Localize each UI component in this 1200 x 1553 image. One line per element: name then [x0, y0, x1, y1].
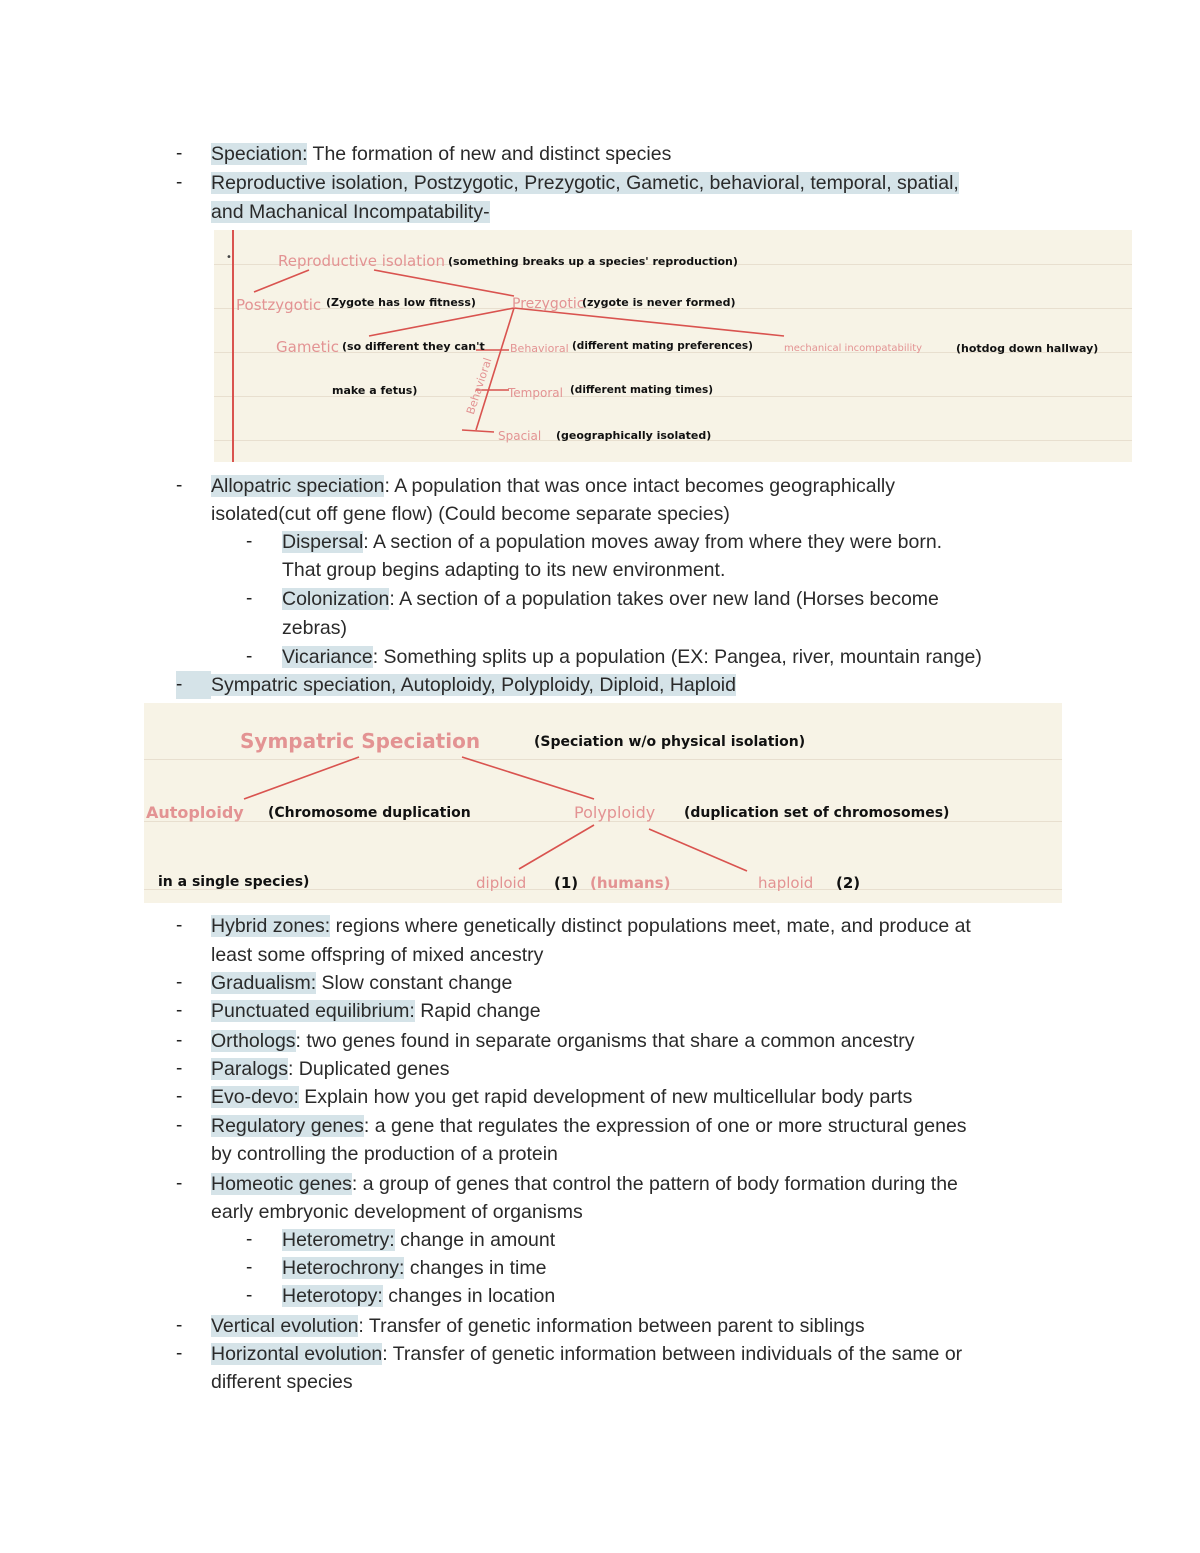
temporal-label: Temporal	[508, 386, 563, 400]
list-item-continuation	[211, 198, 490, 226]
behavioral-note: (different mating preferences)	[572, 340, 753, 352]
bullet: -	[246, 1257, 253, 1278]
sub-list-item	[282, 585, 939, 613]
term: Dispersal	[282, 531, 364, 553]
bullet: -	[176, 172, 183, 193]
definition: changes in time	[404, 1257, 547, 1279]
bullet: -	[246, 1285, 253, 1306]
list-item-continuation: least some offspring of mixed ancestry	[211, 944, 544, 966]
prezygotic-label: Prezygotic	[512, 296, 585, 312]
term: Vertical evolution	[211, 1315, 359, 1337]
gametic-label: Gametic	[276, 338, 339, 356]
list-item	[211, 1055, 450, 1083]
term: Heterotopy:	[282, 1285, 383, 1307]
bullet: -	[176, 1115, 183, 1136]
bullet: -	[176, 972, 183, 993]
reproductive-isolation-diagram	[214, 230, 1132, 462]
list-item	[211, 140, 671, 168]
definition: : A section of a population moves away from where they were born.	[363, 531, 943, 553]
autoploidy-label: Autoploidy	[146, 803, 244, 822]
sub-list-item	[282, 1226, 555, 1254]
sympatric-speciation-diagram	[144, 703, 1062, 903]
diploid-label: diploid	[476, 874, 527, 892]
definition: : Duplicated genes	[287, 1058, 450, 1080]
reproductive-isolation-note: (something breaks up a species' reproduction)	[448, 255, 738, 268]
definition: regions where genetically distinct populations meet, mate, and produce at	[330, 915, 971, 937]
term: Colonization	[282, 588, 390, 610]
bullet: -	[176, 143, 183, 164]
gametic-note: (so different they can't	[342, 340, 485, 353]
list-item-continuation: different species	[211, 1371, 353, 1393]
term: Speciation:	[211, 143, 308, 165]
term: Hybrid zones:	[211, 915, 331, 937]
mechanical-label: mechanical incompatability	[784, 343, 923, 354]
mechanical-note: (hotdog down hallway)	[956, 342, 1099, 355]
definition: The formation of new and distinct species	[307, 143, 672, 165]
definition: Slow constant change	[316, 972, 513, 994]
list-item	[211, 997, 541, 1025]
bullet: -	[176, 1000, 183, 1021]
definition: : a gene that regulates the expression of one or more structural genes	[363, 1115, 967, 1137]
spatial-note: (geographically isolated)	[556, 429, 712, 442]
term: Horizontal evolution	[211, 1343, 383, 1365]
term: Homeotic genes	[211, 1173, 352, 1195]
term: Heterometry:	[282, 1229, 395, 1251]
behavioral-label: Behavioral	[510, 342, 569, 355]
sub-list-item	[282, 1254, 546, 1282]
sympatric-label: Sympatric Speciation	[240, 729, 481, 753]
list-item	[211, 1083, 912, 1111]
polyploidy-note: (duplication set of chromosomes)	[684, 805, 950, 821]
term: Heterochrony:	[282, 1257, 405, 1279]
term: Regulatory genes	[211, 1115, 364, 1137]
sub-list-item	[282, 1282, 555, 1310]
polyploidy-label: Polyploidy	[574, 803, 656, 822]
list-item-continuation: zebras)	[282, 617, 348, 639]
bullet: -	[176, 1315, 183, 1336]
postzygotic-note: (Zygote has low fitness)	[326, 296, 476, 309]
definition: : Something splits up a population (EX: Pangea, river, mountain range)	[372, 646, 982, 668]
term: Allopatric speciation	[211, 475, 385, 497]
bullet: -	[176, 475, 183, 496]
term: Orthologs	[211, 1030, 296, 1052]
bullet: -	[246, 531, 253, 552]
haploid-number: (2)	[836, 874, 861, 892]
list-item	[211, 1312, 865, 1340]
diploid-number: (1)	[554, 874, 579, 892]
list-item	[211, 671, 736, 699]
bullet: -	[176, 1086, 183, 1107]
autoploidy-note-2: in a single species)	[158, 874, 310, 890]
list-item	[211, 1170, 958, 1198]
postzygotic-label: Postzygotic	[236, 296, 322, 314]
sub-list-item	[282, 643, 982, 671]
term: Sympatric speciation, Autoploidy, Polyploidy, Diploid, Haploid	[211, 674, 736, 696]
list-item	[211, 912, 971, 940]
list-item	[211, 1027, 914, 1055]
bullet: -	[176, 915, 183, 936]
definition: : a group of genes that control the pattern of body formation during the	[351, 1173, 958, 1195]
list-item	[211, 169, 959, 197]
bullet: -	[176, 1030, 183, 1051]
definition: : Transfer of genetic information between parent to siblings	[358, 1315, 865, 1337]
term: Punctuated equilibrium:	[211, 1000, 415, 1022]
list-item-continuation: by controlling the production of a protein	[211, 1143, 558, 1165]
spatial-label: Spacial	[498, 429, 542, 443]
term: Vicariance	[282, 646, 373, 668]
bullet: -	[176, 1343, 183, 1364]
list-item	[211, 969, 512, 997]
behavioral-vertical-label: Behavioral	[464, 356, 495, 417]
term-continuation: and Machanical Incompatability-	[211, 201, 490, 223]
term: Paralogs	[211, 1058, 288, 1080]
definition: changes in location	[382, 1285, 556, 1307]
bullet: -	[176, 671, 211, 699]
definition: change in amount	[394, 1229, 556, 1251]
reproductive-isolation-label: Reproductive isolation	[278, 252, 445, 270]
term: Gradualism:	[211, 972, 317, 994]
autoploidy-note: (Chromosome duplication	[268, 805, 471, 821]
prezygotic-note: (zygote is never formed)	[582, 296, 736, 309]
list-item	[211, 1112, 967, 1140]
sub-list-item	[282, 528, 942, 556]
bullet: -	[246, 588, 253, 609]
definition: Rapid change	[414, 1000, 541, 1022]
list-item-continuation: isolated(cut off gene flow) (Could become separate species)	[211, 503, 730, 525]
haploid-label: haploid	[758, 874, 814, 892]
diploid-note: (humans)	[590, 874, 671, 892]
bullet: -	[246, 646, 253, 667]
definition: : A section of a population takes over new land (Horses become	[389, 588, 939, 610]
definition: Explain how you get rapid development of new multicellular body parts	[298, 1086, 913, 1108]
bullet: -	[246, 1229, 253, 1250]
definition: : A population that was once intact becomes geographically	[384, 475, 896, 497]
definition: : Transfer of genetic information between individuals of the same or	[382, 1343, 963, 1365]
temporal-note: (different mating times)	[570, 384, 714, 396]
list-item-continuation: early embryonic development of organisms	[211, 1201, 583, 1223]
term: Reproductive isolation, Postzygotic, Prezygotic, Gametic, behavioral, temporal, spatial,	[211, 172, 959, 194]
definition: : two genes found in separate organisms that share a common ancestry	[295, 1030, 915, 1052]
bullet: -	[176, 1173, 183, 1194]
dot: •	[226, 252, 232, 263]
term: Evo-devo:	[211, 1086, 299, 1108]
list-item-continuation: That group begins adapting to its new environment.	[282, 559, 726, 581]
list-item	[211, 472, 895, 500]
bullet: -	[176, 1058, 183, 1079]
gametic-note-2: make a fetus)	[332, 384, 418, 397]
list-item	[211, 1340, 962, 1368]
sympatric-note: (Speciation w/o physical isolation)	[534, 734, 806, 750]
